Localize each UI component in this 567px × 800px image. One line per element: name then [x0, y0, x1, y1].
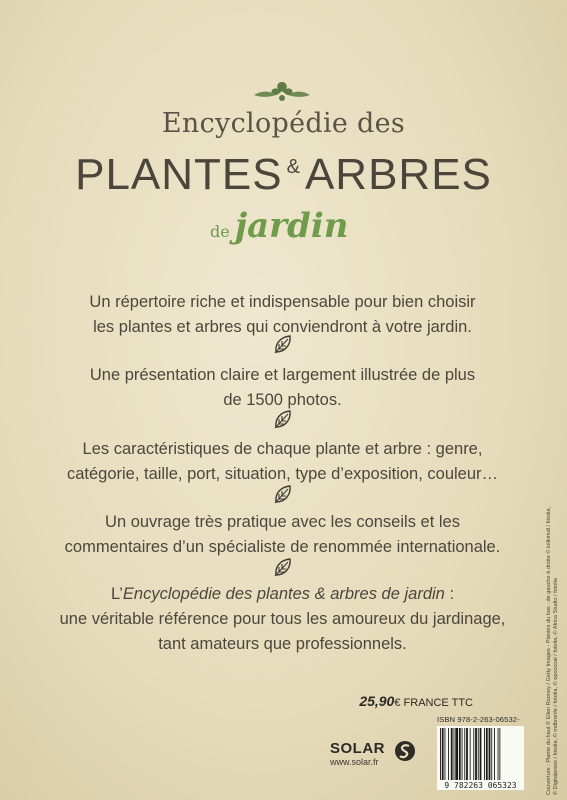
paragraph-line: Les caractéristiques de chaque plante et arbre : genre, — [82, 440, 483, 458]
paragraph-line: tant amateurs que professionnels. — [158, 635, 407, 653]
barcode-bar — [486, 728, 488, 780]
paragraph-line: Un répertoire riche et indispensable pour bien choisir — [89, 293, 476, 311]
leaf-icon — [272, 483, 294, 505]
barcode-bar — [475, 728, 477, 780]
leaf-icon — [272, 333, 294, 355]
paragraph-line: de 1500 photos. — [223, 391, 342, 409]
barcode-bar — [489, 728, 491, 780]
title-line-encyclopedie: Encyclopédie des — [161, 108, 406, 139]
solar-logo-icon — [394, 740, 416, 762]
barcode-bar — [480, 728, 482, 780]
barcode-bar — [473, 728, 474, 780]
barcode-bar — [470, 728, 471, 780]
paragraph-line — [40, 582, 525, 607]
title-sub — [210, 206, 348, 246]
book-title-italic: Encyclopédie des plantes & arbres de jardin — [122, 585, 445, 603]
barcode-bar — [498, 728, 499, 780]
paragraph-line: commentaires d’un spécialiste de renommée internationale. — [64, 538, 501, 556]
barcode-bar — [451, 728, 453, 780]
paragraph-line: les plantes et arbres qui conviendront à votre jardin. — [93, 318, 472, 336]
paragraph-5 — [40, 582, 525, 657]
credits-line: Couverture : Plante du haut © Ellen Rooney / Getty Images - Plantes du bas : de gauche à droite © lolikimdl / fotolia, — [546, 506, 552, 795]
credits-line: © Digitalpress / fotolia, © mdbrenfe / fotolia, © epoxcoal / fotolia, © Africa Studio / fotolia — [553, 577, 559, 795]
barcode-bar — [440, 728, 441, 780]
barcode-bar — [464, 728, 465, 780]
paragraph-line: Une présentation claire et largement illustrée de plus — [89, 366, 476, 384]
title-jardin: jardin — [234, 206, 349, 246]
barcode-bar — [484, 728, 485, 780]
title-ampersand: & — [286, 156, 301, 179]
barcode-bar — [442, 728, 444, 780]
leaf-icon — [272, 556, 294, 578]
paragraph-4 — [40, 510, 525, 560]
title-de: de — [210, 222, 230, 241]
price-currency: € FRANCE TTC — [394, 697, 473, 709]
title-arbres: ARBRES — [304, 150, 492, 199]
barcode-bar — [459, 728, 461, 780]
paragraph-prefix: L’ — [110, 585, 123, 603]
leaf-icon — [272, 408, 294, 430]
paragraph-2 — [40, 363, 525, 413]
barcode-bar — [491, 728, 492, 780]
barcode-bar — [455, 728, 458, 780]
barcode-bar — [499, 728, 500, 780]
publisher-block — [330, 738, 385, 767]
barcode-bar — [494, 728, 495, 780]
photo-credits — [546, 495, 560, 795]
ornament-icon — [252, 78, 312, 104]
paragraph-line: une véritable référence pour tous les amoureux du jardinage, — [59, 610, 506, 628]
publisher-url: www.solar.fr — [330, 757, 379, 767]
title-plantes: PLANTES — [75, 150, 283, 199]
paragraph-3 — [40, 437, 525, 487]
isbn-text: ISBN 978-2-263-06532-3 — [437, 715, 520, 733]
price — [359, 693, 473, 709]
barcode-bar — [478, 728, 479, 780]
barcode-bar — [448, 728, 449, 780]
barcode-bar — [462, 728, 463, 780]
barcode-digits: 9 782263 065323 — [437, 781, 524, 790]
title-main — [0, 150, 567, 200]
barcode-bar — [445, 728, 446, 780]
paragraph-line: catégorie, taille, port, situation, type d’exposition, couleur… — [66, 465, 499, 483]
price-amount: 25,90 — [359, 693, 395, 709]
barcode-bar — [466, 728, 468, 780]
barcode — [437, 726, 524, 789]
publisher-name: SOLAR — [330, 740, 385, 757]
paragraph-line: Un ouvrage très pratique avec les conseils et les — [105, 513, 460, 531]
barcode-bar — [454, 728, 455, 780]
paragraph-suffix: : — [444, 585, 455, 603]
